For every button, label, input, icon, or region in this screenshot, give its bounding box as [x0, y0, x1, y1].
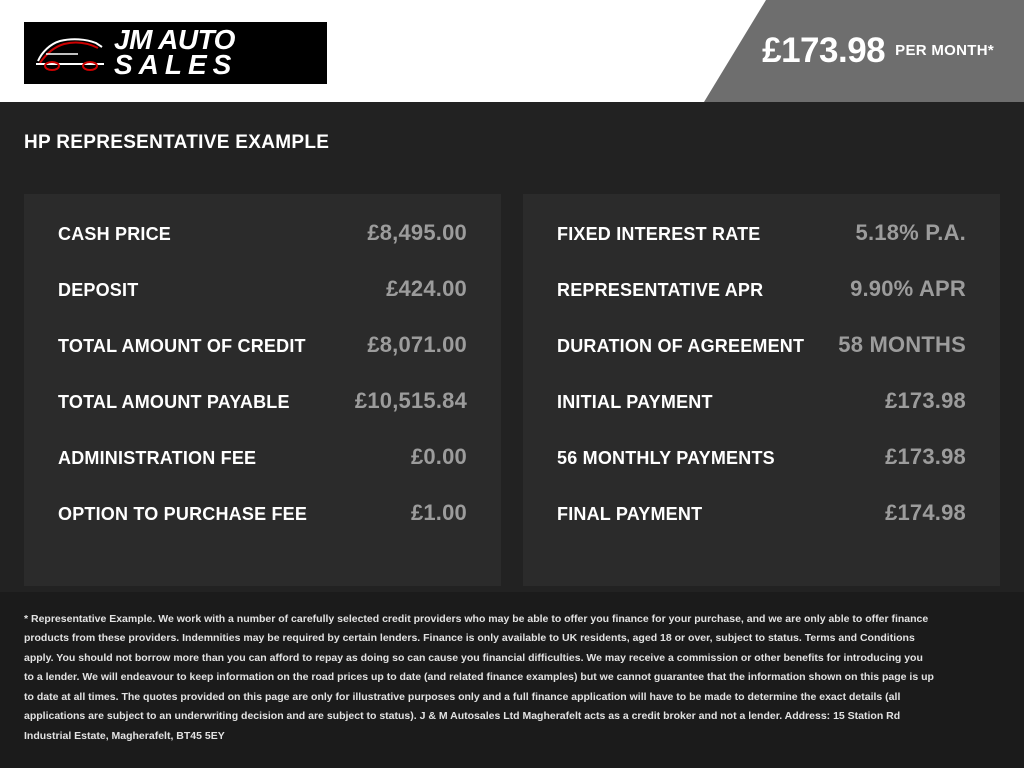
row-value: £1.00 — [410, 500, 467, 525]
row-value: £0.00 — [410, 444, 467, 469]
table-row — [58, 444, 467, 500]
row-label: 56 MONTHLY PAYMENTS — [557, 448, 775, 468]
table-row — [557, 388, 966, 444]
finance-panel-right — [523, 194, 1000, 586]
row-value: £8,495.00 — [367, 220, 467, 245]
dealer-logo — [24, 22, 327, 84]
monthly-price-amount: £173.98 — [762, 31, 886, 70]
row-value: £424.00 — [386, 276, 467, 301]
row-label: OPTION TO PURCHASE FEE — [58, 504, 308, 524]
row-value: £173.98 — [885, 444, 966, 469]
row-label: DURATION OF AGREEMENT — [557, 336, 805, 356]
table-row — [58, 332, 467, 388]
page-header — [0, 0, 1024, 102]
row-label: DEPOSIT — [58, 280, 139, 300]
row-label: TOTAL AMOUNT PAYABLE — [58, 392, 290, 412]
row-value: £8,071.00 — [367, 332, 467, 357]
row-label: REPRESENTATIVE APR — [557, 280, 764, 300]
logo-text-primary: JM AUTO — [114, 24, 235, 56]
finance-details-section — [0, 102, 1024, 592]
table-row — [58, 500, 467, 556]
table-row — [58, 276, 467, 332]
table-row — [58, 220, 467, 276]
row-value: 58 MONTHS — [838, 332, 966, 357]
table-row — [557, 332, 966, 388]
row-label: TOTAL AMOUNT OF CREDIT — [58, 336, 306, 356]
table-row — [557, 500, 966, 556]
row-value: £174.98 — [885, 500, 966, 525]
logo-text-secondary: SALES — [114, 49, 238, 80]
row-value: £173.98 — [885, 388, 966, 413]
row-value: 5.18% P.A. — [855, 220, 966, 245]
table-row — [557, 220, 966, 276]
row-label: INITIAL PAYMENT — [557, 392, 713, 412]
finance-panel-left — [24, 194, 501, 586]
page-title: HP REPRESENTATIVE EXAMPLE — [24, 132, 330, 153]
monthly-price-label: PER MONTH* — [895, 41, 994, 59]
car-icon — [32, 30, 110, 76]
row-label: CASH PRICE — [58, 224, 172, 244]
row-label: FIXED INTEREST RATE — [557, 224, 761, 244]
row-value: £10,515.84 — [354, 388, 467, 413]
row-label: ADMINISTRATION FEE — [58, 448, 257, 468]
monthly-price-block — [704, 0, 1024, 102]
page-footer — [0, 592, 1024, 768]
row-value: 9.90% APR — [850, 276, 966, 301]
finance-columns — [24, 194, 1000, 586]
table-row — [58, 388, 467, 444]
row-label: FINAL PAYMENT — [557, 504, 703, 524]
table-row — [557, 276, 966, 332]
disclaimer-text: * Representative Example. We work with a number of carefully selected credit providers who may be able to offer you finance for your purchase, and we are only able to offer finance products from these providers. Indemnities may be required by certain lenders. Finance is only available to UK residents, aged 18 or over, subject to status. Terms and Conditions apply. You should not borrow more than you can afford to repay as doing so can cause you financial difficulties. We may receive a commission or other benefits for introducing you to a lender. We will endeavour to keep information on the road prices up to date (and related finance examples) but we cannot guarantee that the information shown on this page is up to date at all times. The quotes provided on this page are only for illustrative purposes only and a full finance application will have to be made to determine the exact details (all applications are subject to an underwriting decision and are subject to status). J & M Autosales Ltd Magherafelt acts as a credit broker and not a lender. Address: 15 Station Rd Industrial Estate, Magherafelt, BT45 5EY — [24, 613, 934, 742]
table-row — [557, 444, 966, 500]
